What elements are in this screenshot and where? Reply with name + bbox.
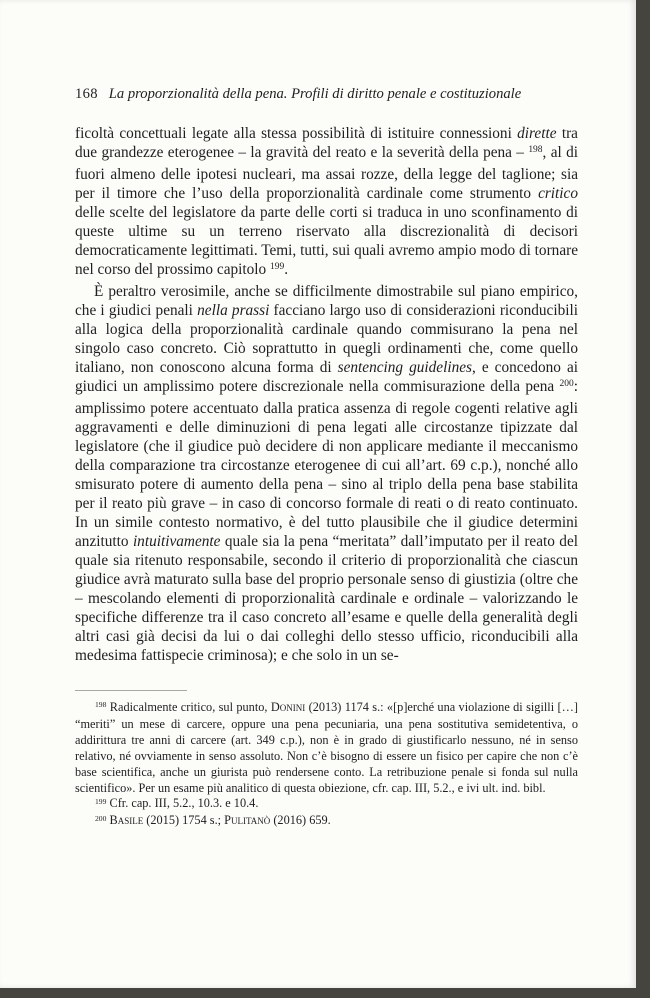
footnote-200: $^{200}$ Basile (2015) 1754 s.; Pulitanò (2016) 659.: [95, 813, 331, 828]
body-text: [75, 124, 578, 665]
footnotes-section: [75, 700, 578, 830]
footnote-separator-rule: [75, 690, 187, 691]
paragraph-1: ficoltà concettuali legate alla stessa possibilità di istituire connessioni dirette tra due grandezze eterogenee – la gravità del reato e la severità della pena – $^{198}$, al di fuori almeno delle ipotesi nucleari, ma assai rozze, della legge del taglione; sia per il timore che l’uso della proporzionalità cardinale come strumento critico delle scelte del legislatore da parte delle corti si traduca in uno sconfinamento di queste ultime su un terreno riservato alla discrezionalità di decisori democraticamente legittimati. Temi, tutti, sui quali avremo ampio modo di tornare nel corso del prossimo capitolo $^{199}$.: [75, 125, 578, 278]
paragraph-2: È peraltro verosimile, anche se difficilmente dimostrabile sul piano empirico, che i giudici penali nella prassi facciano largo uso di considerazioni riconducibili alla logica della proporzionalità cardinale quando commisurano la pena nel singolo caso concreto. Ciò soprattutto in quegli ordinamenti che, come quello italiano, non conoscono alcuna forma di sentencing guidelines, e concedono ai giudici un amplissimo potere discrezionale nella commisurazione della pena $^{200}$: amplissimo potere accentuato dalla pratica assenza di regole cogenti relative agli aggravamenti e delle diminuzioni di pena legati alle circostanze tipizzate dal legislatore (che il giudice può decidere di non applicare mediante il meccanismo della comparazione tra circostanze eterogenee di cui all’art. 69 c.p.), nonché allo smisurato potere di aumento della pena – sino al triplo della pena base stabilita per il reato più grave – in caso di concorso formale di reati o di reato continuato. In un simile contesto normativo, è del tutto plausibile che il giudice determini anzitutto intuitivamente quale sia la pena “meritata” dall’imputato per il reato del quale sia ritenuto responsabile, secondo il criterio di proporzionalità che ciascun giudice avrà maturato sulla base del proprio personale senso di giustizia (oltre che – mescolando elementi di proporzionalità cardinale e ordinale – valorizzando le specifiche differenze tra il caso concreto all’esame e quelle della generalità degli altri casi già decisi da lui o dai colleghi dello stesso ufficio, riconducibili alla medesima fattispecie criminosa); e che solo in un se-: [75, 283, 578, 664]
footnote-198: $^{198}$ Radicalmente critico, sul punto, Donini (2013) 1174 s.: «[p]erché una violazione di sigilli […] “meriti” un mese di carcere, oppure una pena pecuniaria, una pena sostitutiva semidetentiva, o addirittura tre anni di carcere (art. 349 c.p.), non è in grado di giustificarlo nessuno, né in senso relativo, né ovviamente in senso assoluto. Non c’è bisogno di essere un fisico per capire che non c’è base scientifica, anche un giurista può rendersene conto. La retribuzione penale si fonda sul nulla scientifico». Per un esame più analitico di questa obiezione, cfr. cap. III, 5.2., e ivi ult. ind. bibl.: [75, 700, 578, 795]
page-header: [75, 86, 578, 103]
running-title: La proporzionalità della pena. Profili di diritto penale e costituzionale: [108, 86, 522, 102]
page-number: 168: [75, 86, 98, 102]
footnote-199: $^{199}$ Cfr. cap. III, 5.2., 10.3. e 10.4.: [95, 796, 259, 811]
